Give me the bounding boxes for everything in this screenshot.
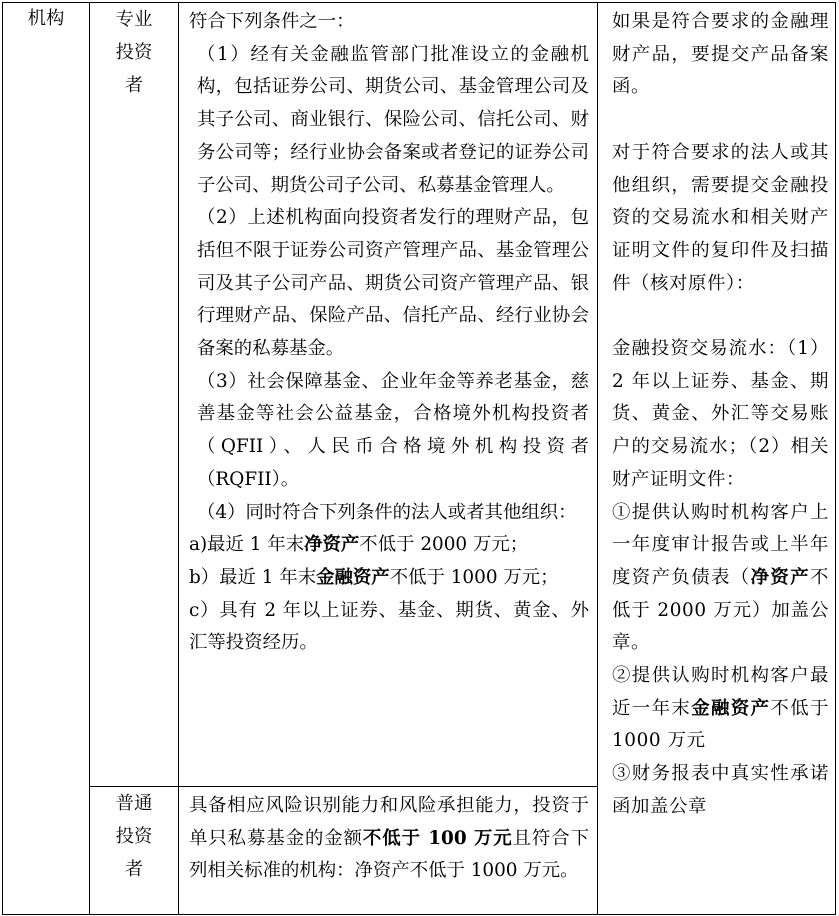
documents-c3: ③财务报表中真实性承诺函加盖公章 [612,763,829,817]
ordinary-label [116,787,153,886]
conditions-intro: 符合下列条件之一： [189,11,355,32]
condition-item-2: （2）上述机构面向投资者发行的理财产品，包括但不限于证券公司资产管理产品、基金管理公司及其子公司产品、期货公司资产管理产品、银行理财产品、保险产品、信托产品、经行业协会备案的私募基金。 [197,207,589,360]
text-segment: 不低于 2000 万元）加盖公章。 [612,566,829,654]
ordinary-conditions-cell [179,787,598,915]
bold-segment: 净资产 [750,566,810,588]
org-label-cell [3,3,90,915]
condition-a [189,529,589,562]
label-line: 专业 [115,9,153,30]
label-line: 者 [124,75,144,96]
label-line: 者 [124,859,144,880]
documents-p2: 对于符合要求的法人或其他组织，需要提交金融投资的交易流水和相关财产证明文件的复印件及扫描件（核对原件）： [612,141,829,294]
documents-c1 [612,497,829,661]
condition-item-4: （4）同时符合下列条件的法人或者其他组织： [197,501,577,523]
text-segment: 且符合下列相关标准的机构：净资产不低于 1000 万元。 [189,827,589,882]
bold-segment: 金融资产 [691,697,771,719]
label-line: 普通 [115,793,153,814]
text-segment: b）最近 1 年末 [189,566,317,588]
org-label: 机构 [27,8,65,29]
text-segment: ②提供认购时机构客户最近一年末 [612,665,829,719]
professional-label-cell [90,3,179,787]
label-line: 投资 [115,42,153,63]
text-segment: ①提供认购时机构客户上一年度审计报告或上半年度资产负债表（ [612,501,829,588]
text-segment: a)最近 1 年末 [189,534,305,556]
bold-segment: 净资产 [304,534,360,556]
bold-segment: 金融资产 [316,566,390,588]
documents-p1: 如果是符合要求的金融理财产品，要提交产品备案函。 [612,11,829,98]
professional-conditions-cell [179,3,598,787]
documents-cell [598,3,836,915]
condition-item-3: （3）社会保障基金、企业年金等养老基金，慈善基金等社会公益基金，合格境外机构投资者（QFII）、人民币合格境外机构投资者（RQFII）。 [197,370,589,490]
text-segment: 不低于 1000 万元 [612,697,829,752]
text-segment: 具备相应风险识别能力和风险承担能力，投资于单只私募基金的金额 [189,795,589,849]
table-row [3,3,836,787]
investor-requirements-table [2,2,836,915]
documents-p3: 金融投资交易流水：（1）2 年以上证券、基金、期货、黄金、外汇等交易账户的交易流水；（2）相关财产证明文件： [612,338,829,490]
text-segment: 不低于 1000 万元； [389,566,559,588]
documents-c2 [612,660,829,758]
spacer [612,104,829,137]
professional-label [116,3,153,102]
condition-c: c）具有 2 年以上证券、基金、期货、黄金、外汇等投资经历。 [189,599,589,654]
condition-item-1: （1）经有关金融监管部门批准设立的金融机构，包括证券公司、期货公司、基金管理公司及其子公司、商业银行、保险公司、信托公司、财务公司等；经行业协会备案或者登记的证券公司子公司、期货公司子公司、私募基金管理人。 [197,43,589,196]
ordinary-label-cell [90,787,179,915]
text-segment: 不低于 2000 万元； [359,534,529,556]
label-line: 投资 [115,826,153,847]
condition-b [189,562,589,595]
bold-segment: 不低于 100 万元 [362,827,513,849]
spacer [612,300,829,333]
